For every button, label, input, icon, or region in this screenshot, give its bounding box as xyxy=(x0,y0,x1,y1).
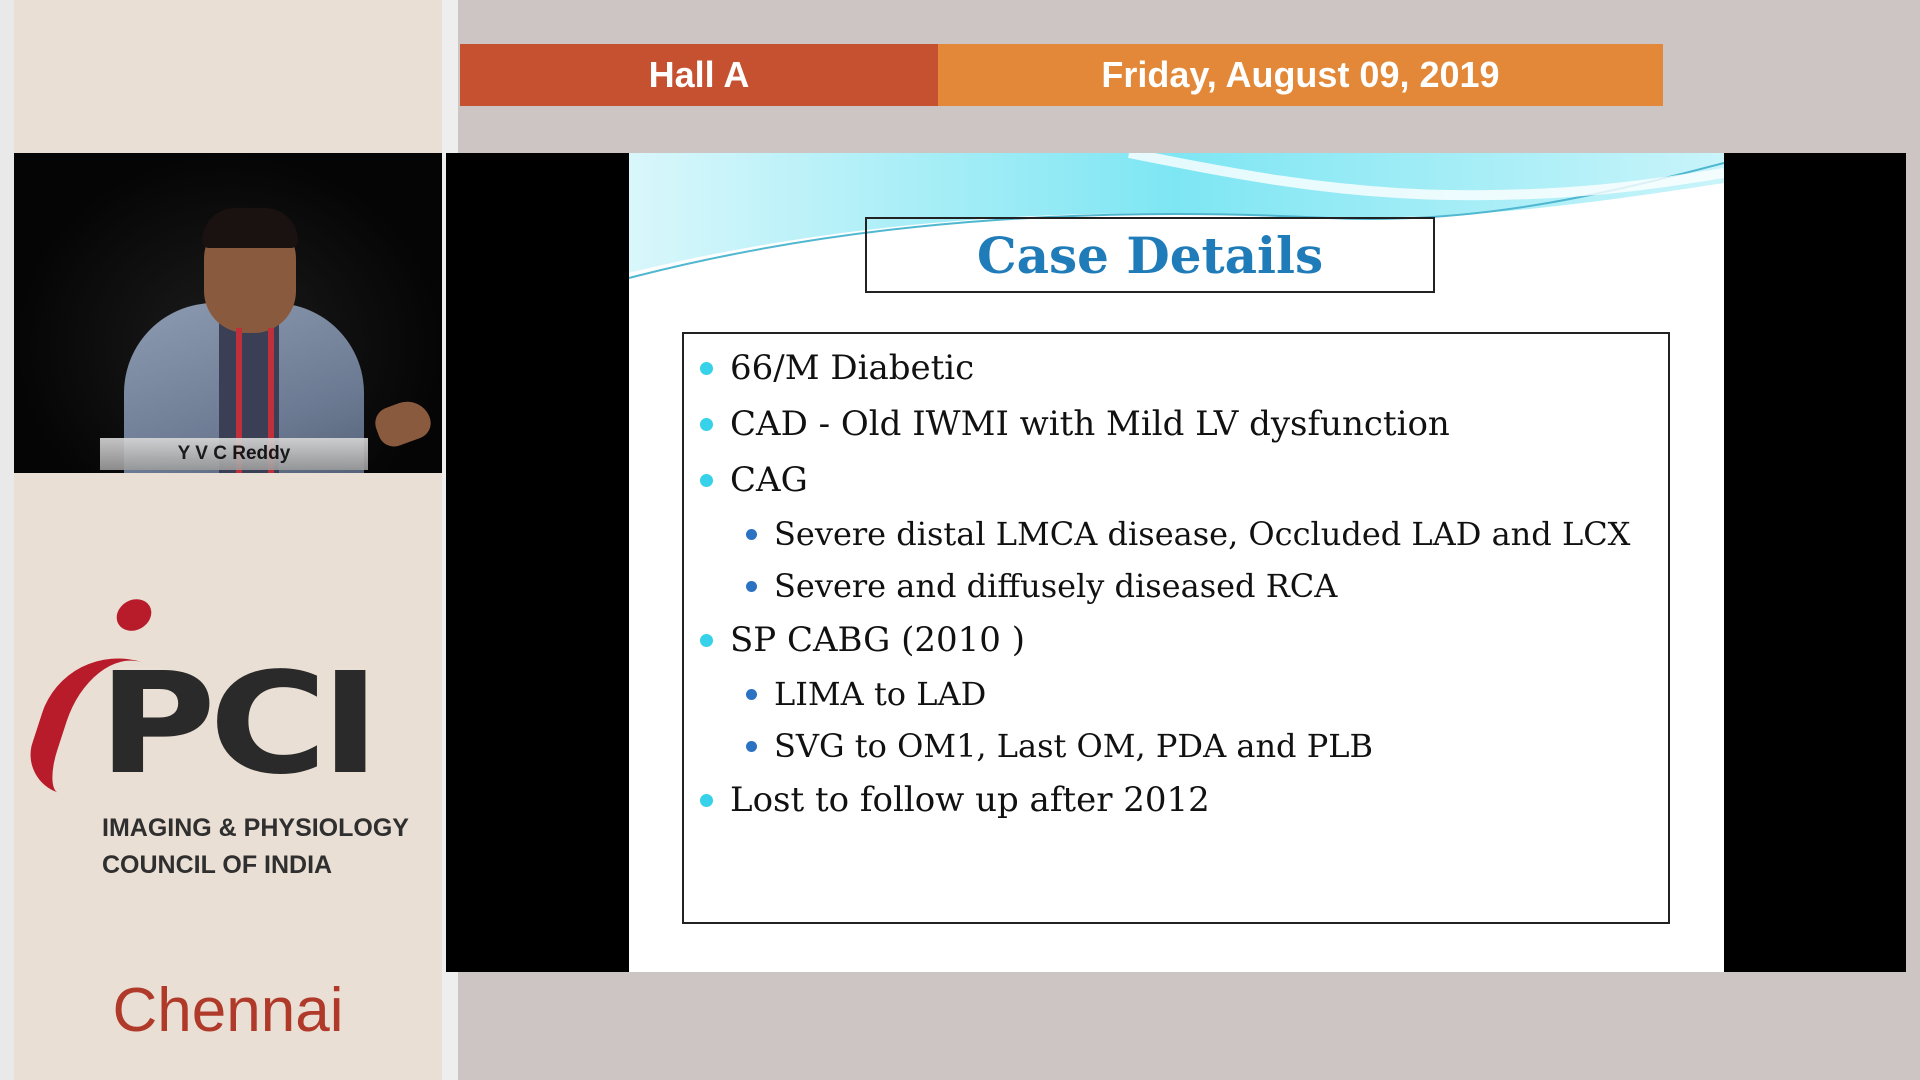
city-label: Chennai xyxy=(112,976,344,1045)
logo-pci-mark: PCI xyxy=(98,643,374,806)
ipci-logo xyxy=(28,595,428,895)
sub-bullet-item: Severe and diffusely diseased RCA xyxy=(740,560,1630,612)
logo-subtitle-line1: IMAGING & PHYSIOLOGY xyxy=(102,814,409,842)
sub-bullet-item: SVG to OM1, Last OM, PDA and PLB xyxy=(740,720,1630,772)
bullet-item: 66/M Diabetic xyxy=(696,340,1630,396)
slide-title: Case Details xyxy=(976,225,1324,285)
presentation-slide xyxy=(629,153,1724,972)
speaker-hair xyxy=(202,208,298,248)
session-date: Friday, August 09, 2019 xyxy=(938,44,1663,106)
slide-content-box xyxy=(682,332,1670,924)
left-edge-strip xyxy=(0,0,14,1080)
speaker-name-plate: Y V C Reddy xyxy=(100,438,368,470)
logo-subtitle-line2: COUNCIL OF INDIA xyxy=(102,851,333,879)
bullet-list xyxy=(696,340,1630,828)
sub-bullet-item: Severe distal LMCA disease, Occluded LAD and LCX xyxy=(740,508,1630,560)
speaker-video xyxy=(14,153,442,473)
bullet-item: CAD - Old IWMI with Mild LV dysfunction xyxy=(696,396,1630,452)
bullet-item: CAG xyxy=(696,452,1630,508)
logo-i-dot xyxy=(111,593,157,637)
logo-subtitle xyxy=(102,810,409,884)
speaker-hand xyxy=(371,395,435,451)
bullet-item: Lost to follow up after 2012 xyxy=(696,772,1630,828)
hall-label: Hall A xyxy=(460,44,938,106)
sub-bullet-item: LIMA to LAD xyxy=(740,668,1630,720)
bullet-item: SP CABG (2010 ) xyxy=(696,612,1630,668)
slide-title-box xyxy=(865,217,1435,293)
